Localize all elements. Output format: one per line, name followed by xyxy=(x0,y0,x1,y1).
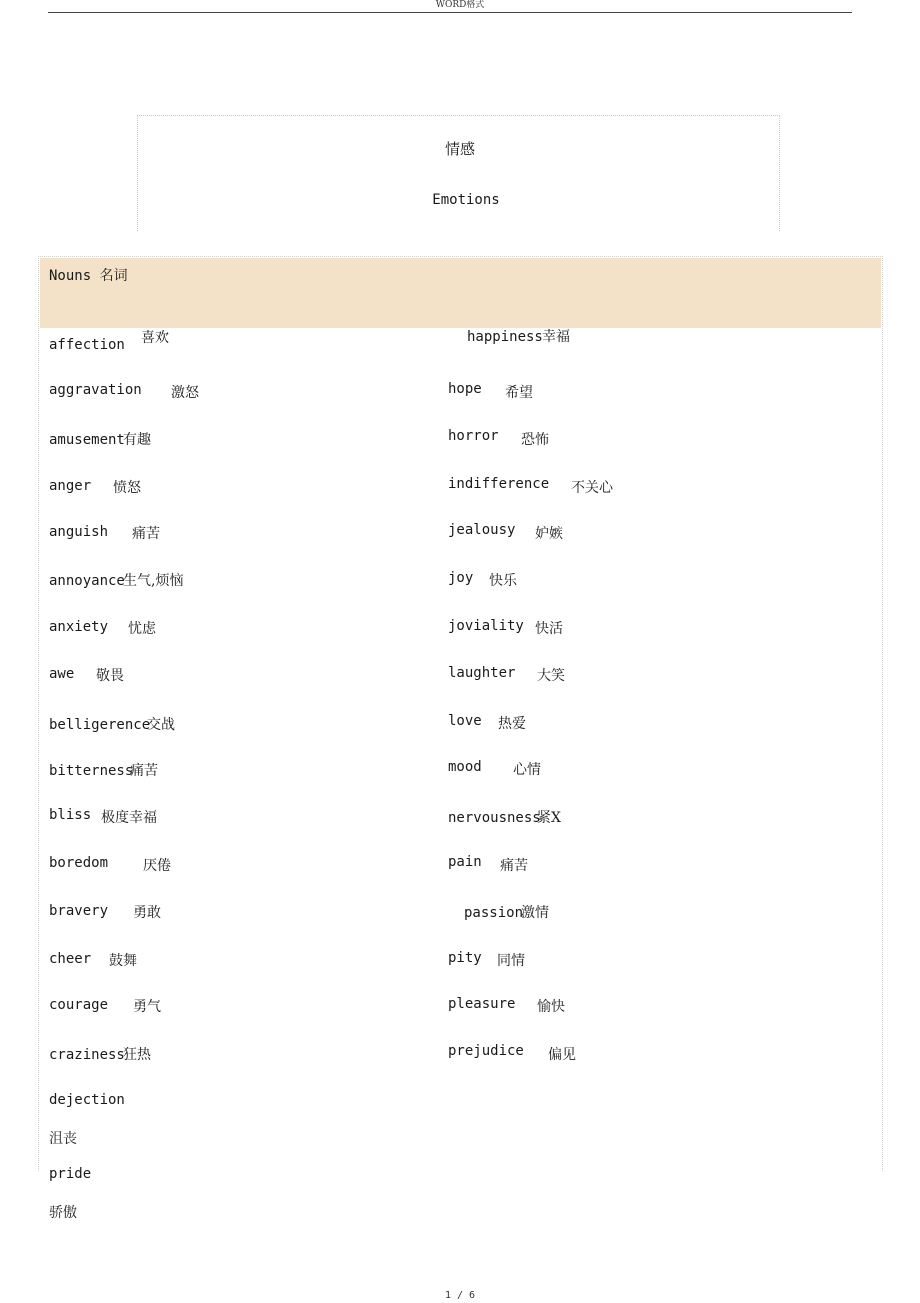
title-box xyxy=(137,115,780,231)
vocab-word: mood xyxy=(448,759,482,775)
vocab-translation: 痛苦 xyxy=(130,763,158,779)
vocab-word: belligerence xyxy=(49,717,151,733)
vocab-word: hope xyxy=(448,381,482,397)
vocab-translation: 敬畏 xyxy=(96,668,124,684)
vocab-word: joviality xyxy=(448,618,524,634)
vocab-word: bitterness xyxy=(49,763,134,779)
vocab-translation: 骄傲 xyxy=(49,1205,77,1221)
vocab-word: joy xyxy=(448,570,474,586)
vocab-word: cheer xyxy=(49,951,92,967)
vocab-translation: 厌倦 xyxy=(143,858,171,874)
vocab-translation: 愤怒 xyxy=(113,480,141,496)
vocab-word: pity xyxy=(448,950,482,966)
vocab-translation: 忧虑 xyxy=(128,621,156,637)
vocab-word: aggravation xyxy=(49,382,142,398)
vocab-word: affection xyxy=(49,337,125,353)
vocab-translation: 快活 xyxy=(535,621,563,637)
header-rule xyxy=(48,12,852,13)
title-english: Emotions xyxy=(432,192,500,208)
vocab-translation: 紧X xyxy=(537,810,561,826)
vocab-translation: 生气,烦恼 xyxy=(123,573,184,589)
vocab-word: anger xyxy=(49,478,92,494)
vocab-translation: 热爱 xyxy=(498,716,526,732)
vocab-word: laughter xyxy=(448,665,516,681)
vocab-translation: 同情 xyxy=(497,953,525,969)
vocab-translation: 喜欢 xyxy=(141,330,169,346)
vocab-translation: 勇气 xyxy=(133,999,161,1015)
vocab-word: anxiety xyxy=(49,619,109,635)
vocab-translation: 勇敢 xyxy=(133,905,161,921)
vocab-word: boredom xyxy=(49,855,109,871)
vocab-translation: 心情 xyxy=(513,762,541,778)
page-header: WORD格式 xyxy=(435,0,485,10)
vocab-word: annoyance xyxy=(49,573,125,589)
vocab-translation: 希望 xyxy=(505,385,533,401)
vocab-word: love xyxy=(448,713,482,729)
vocab-translation: 痛苦 xyxy=(500,858,528,874)
vocab-word: bliss xyxy=(49,807,92,823)
vocab-word: jealousy xyxy=(448,522,516,538)
vocab-translation: 沮丧 xyxy=(49,1131,77,1147)
vocab-word: passion xyxy=(464,905,524,921)
vocab-word: pain xyxy=(448,854,482,870)
vocab-translation: 痛苦 xyxy=(132,526,160,542)
vocab-word: pleasure xyxy=(448,996,516,1012)
vocab-word: happiness xyxy=(467,329,543,345)
vocab-translation: 激怒 xyxy=(171,385,199,401)
vocab-translation: 妒嫉 xyxy=(535,526,563,542)
vocab-translation: 狂热 xyxy=(123,1047,151,1063)
section-label: Nouns 名词 xyxy=(49,268,128,284)
vocab-word: nervousness xyxy=(448,810,541,826)
vocab-word: awe xyxy=(49,666,75,682)
vocab-translation: 偏见 xyxy=(548,1047,576,1063)
vocab-translation: 交战 xyxy=(147,717,175,733)
vocab-word: prejudice xyxy=(448,1043,524,1059)
vocab-word: anguish xyxy=(49,524,109,540)
vocab-word: courage xyxy=(49,997,109,1013)
vocab-word: amusement xyxy=(49,432,125,448)
vocab-translation: 恐怖 xyxy=(521,432,549,448)
vocab-translation: 极度幸福 xyxy=(101,810,157,826)
vocab-word: craziness xyxy=(49,1047,125,1063)
vocab-translation: 快乐 xyxy=(489,573,517,589)
section-header xyxy=(40,258,881,328)
vocab-word: indifference xyxy=(448,476,550,492)
vocab-word: horror xyxy=(448,428,499,444)
vocab-translation: 愉快 xyxy=(537,999,565,1015)
vocab-word: bravery xyxy=(49,903,109,919)
vocab-translation: 幸福 xyxy=(542,329,570,345)
page-number: 1 / 6 xyxy=(444,1290,476,1301)
title-chinese: 情感 xyxy=(444,140,475,158)
vocab-word: pride xyxy=(49,1166,92,1182)
vocab-word: dejection xyxy=(49,1092,125,1108)
vocab-translation: 不关心 xyxy=(571,480,613,496)
vocab-translation: 有趣 xyxy=(123,432,151,448)
vocab-translation: 激情 xyxy=(521,905,549,921)
vocab-translation: 大笑 xyxy=(537,668,565,684)
vocab-translation: 鼓舞 xyxy=(109,953,137,969)
